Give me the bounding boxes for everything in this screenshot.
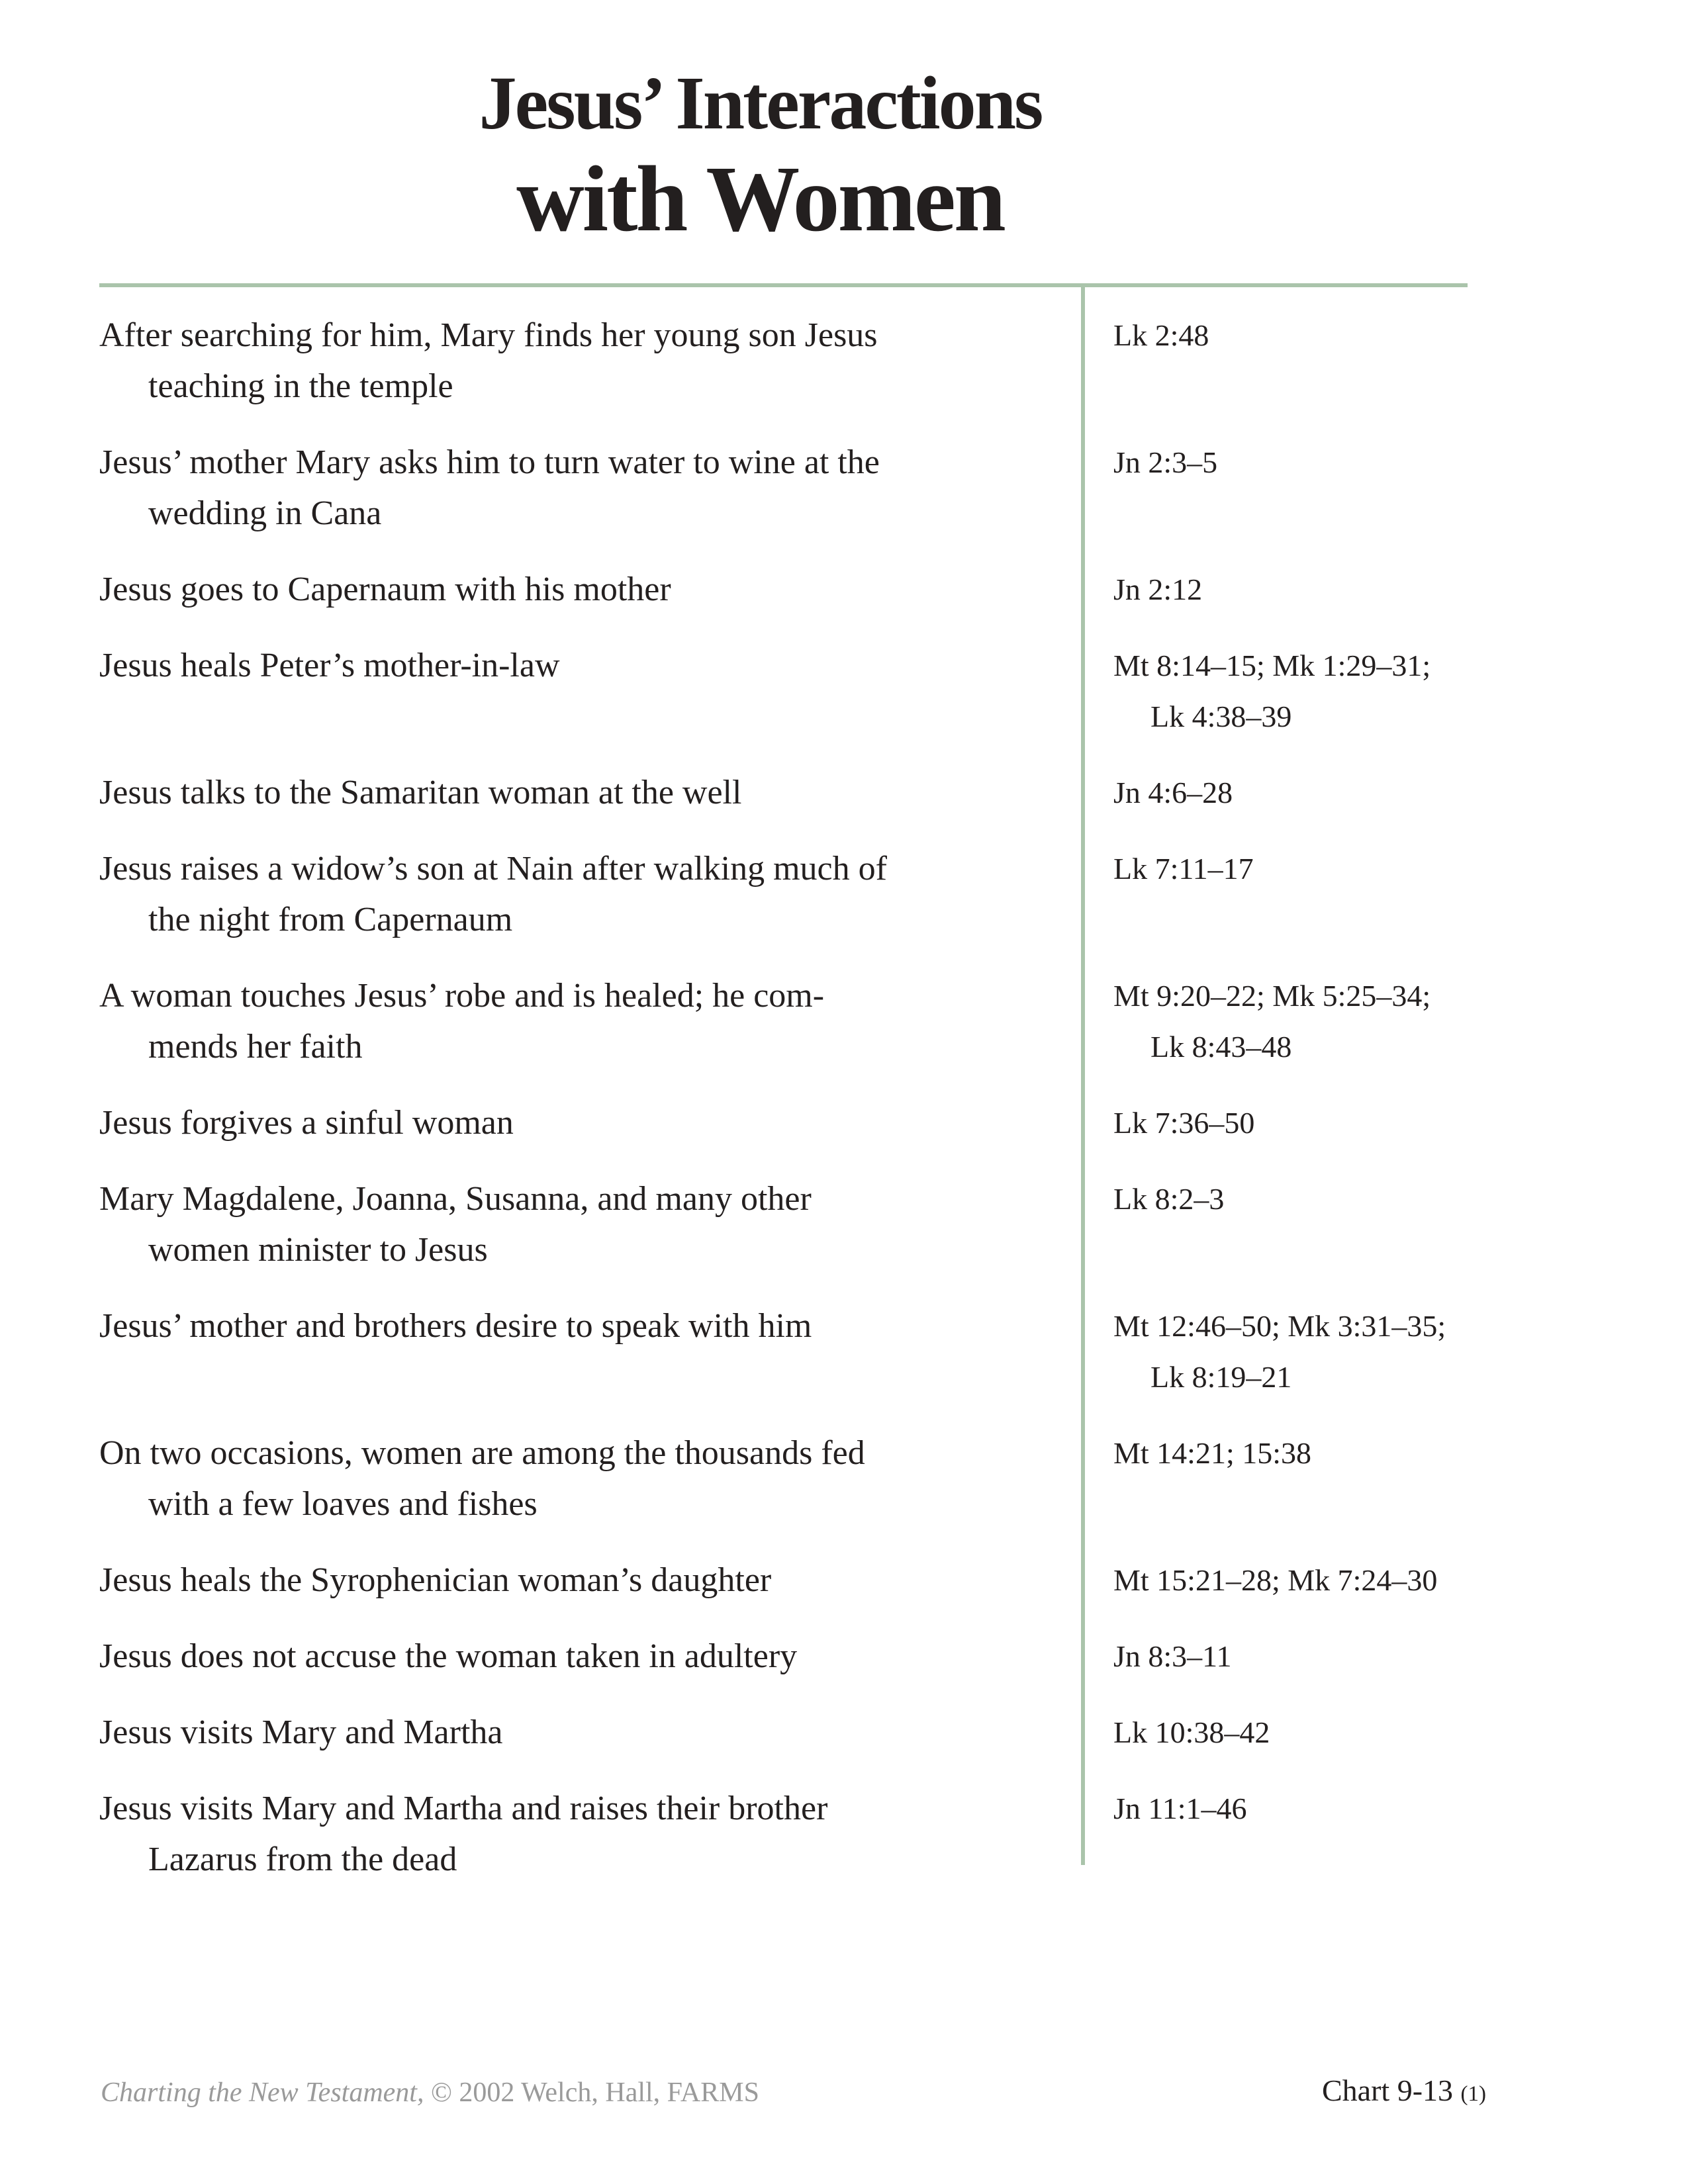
reference-cell (1081, 1555, 1468, 1606)
reference-cell (1081, 640, 1468, 742)
event-text-line: the night from Capernaum (148, 901, 513, 938)
event-cell (99, 843, 1081, 945)
event-text-line: Jesus forgives a sinful woman (99, 1104, 514, 1142)
table-row (99, 767, 1468, 818)
event-text-line: After searching for him, Mary finds her young son Jesus (99, 316, 878, 354)
reference-text-line: Lk 7:11–17 (1113, 852, 1254, 886)
event-text-line: with a few loaves and fishes (148, 1485, 538, 1523)
reference-cell (1081, 1173, 1468, 1224)
table-row (99, 1428, 1468, 1529)
chart-number-label: Chart 9-13 (1322, 2073, 1454, 2107)
reference-cell (1081, 1428, 1468, 1479)
credit-copyright: © 2002 Welch, Hall, FARMS (424, 2077, 759, 2108)
page-title-line2: with Women (516, 146, 1004, 251)
reference-text-line: Jn 8:3–11 (1113, 1639, 1232, 1673)
reference-text-line: Lk 7:36–50 (1113, 1106, 1255, 1140)
event-text-line: women minister to Jesus (148, 1231, 488, 1269)
event-text-line: wedding in Cana (148, 494, 382, 532)
event-text-line: Jesus visits Mary and Martha (99, 1713, 503, 1751)
event-cell (99, 1428, 1081, 1529)
rows-container (99, 287, 1468, 1885)
event-text-line: Jesus goes to Capernaum with his mother (99, 570, 671, 608)
table-row (99, 1555, 1468, 1606)
reference-text-line: Jn 4:6–28 (1113, 776, 1233, 809)
chart-number (1322, 2073, 1486, 2108)
event-cell (99, 970, 1081, 1072)
table-row (99, 310, 1468, 412)
event-text-line: Jesus visits Mary and Martha and raises their brother (99, 1790, 828, 1827)
table-row (99, 1173, 1468, 1275)
event-cell (99, 1173, 1081, 1275)
reference-cell (1081, 970, 1468, 1072)
event-cell (99, 1631, 1081, 1682)
reference-cell (1081, 564, 1468, 615)
reference-cell (1081, 310, 1468, 361)
event-text-line: On two occasions, women are among the thousands fed (99, 1434, 865, 1472)
reference-text-line: Jn 2:12 (1113, 572, 1203, 606)
event-cell (99, 437, 1081, 539)
reference-cell (1081, 1707, 1468, 1758)
reference-text-line: Lk 10:38–42 (1113, 1715, 1270, 1749)
event-cell (99, 310, 1081, 412)
reference-cell (1081, 843, 1468, 894)
event-cell (99, 1300, 1081, 1351)
table-row (99, 640, 1468, 742)
events-table (99, 287, 1468, 1910)
table-row (99, 1783, 1468, 1885)
reference-text-line: Jn 11:1–46 (1113, 1792, 1247, 1825)
credit-book-title: Charting the New Testament, (101, 2077, 424, 2108)
event-text-line: Jesus talks to the Samaritan woman at the well (99, 774, 742, 811)
reference-text-line: Mt 9:20–22; Mk 5:25–34; (1113, 979, 1431, 1013)
event-text-line: mends her faith (148, 1028, 363, 1066)
event-cell (99, 640, 1081, 691)
event-cell (99, 1097, 1081, 1148)
reference-text-line: Mt 12:46–50; Mk 3:31–35; (1113, 1309, 1446, 1343)
reference-text-line: Lk 8:2–3 (1113, 1182, 1225, 1216)
event-text-line: Jesus heals the Syrophenician woman’s daughter (99, 1561, 772, 1599)
reference-cell (1081, 1631, 1468, 1682)
reference-cell (1081, 767, 1468, 818)
event-text-line: Jesus’ mother and brothers desire to speak with him (99, 1307, 812, 1345)
event-cell (99, 767, 1081, 818)
event-cell (99, 564, 1081, 615)
reference-text-line: Lk 2:48 (1113, 318, 1209, 352)
chart-page-number: (1) (1460, 2082, 1486, 2106)
reference-text-line: Mt 14:21; 15:38 (1113, 1436, 1312, 1470)
event-cell (99, 1783, 1081, 1885)
table-row (99, 1097, 1468, 1148)
reference-text-line: Lk 4:38–39 (1150, 700, 1292, 733)
reference-cell (1081, 1097, 1468, 1148)
credit-line (101, 2077, 759, 2109)
table-row (99, 1631, 1468, 1682)
reference-text-line: Mt 15:21–28; Mk 7:24–30 (1113, 1563, 1438, 1597)
column-divider-rule (1081, 287, 1085, 1865)
table-row (99, 437, 1468, 539)
event-text-line: Lazarus from the dead (148, 1841, 457, 1878)
page-title-line1: Jesus’ Interactions (479, 61, 1042, 145)
table-row (99, 970, 1468, 1072)
event-text-line: Jesus does not accuse the woman taken in adultery (99, 1637, 798, 1675)
event-cell (99, 1707, 1081, 1758)
event-text-line: Jesus’ mother Mary asks him to turn water to wine at the (99, 443, 880, 481)
table-row (99, 1300, 1468, 1402)
reference-text-line: Lk 8:19–21 (1150, 1360, 1292, 1394)
reference-cell (1081, 437, 1468, 488)
table-row (99, 843, 1468, 945)
event-text-line: teaching in the temple (148, 367, 453, 405)
event-text-line: Jesus heals Peter’s mother-in-law (99, 647, 560, 684)
reference-text-line: Lk 8:43–48 (1150, 1030, 1292, 1064)
reference-text-line: Mt 8:14–15; Mk 1:29–31; (1113, 649, 1431, 682)
event-text-line: Jesus raises a widow’s son at Nain after walking much of (99, 850, 887, 887)
event-cell (99, 1555, 1081, 1606)
title-block (99, 58, 1468, 251)
reference-text-line: Jn 2:3–5 (1113, 445, 1218, 479)
table-row (99, 564, 1468, 615)
event-text-line: Mary Magdalene, Joanna, Susanna, and many other (99, 1180, 812, 1218)
reference-cell (1081, 1300, 1468, 1402)
reference-cell (1081, 1783, 1468, 1834)
event-text-line: A woman touches Jesus’ robe and is healed; he com- (99, 977, 825, 1015)
table-row (99, 1707, 1468, 1758)
